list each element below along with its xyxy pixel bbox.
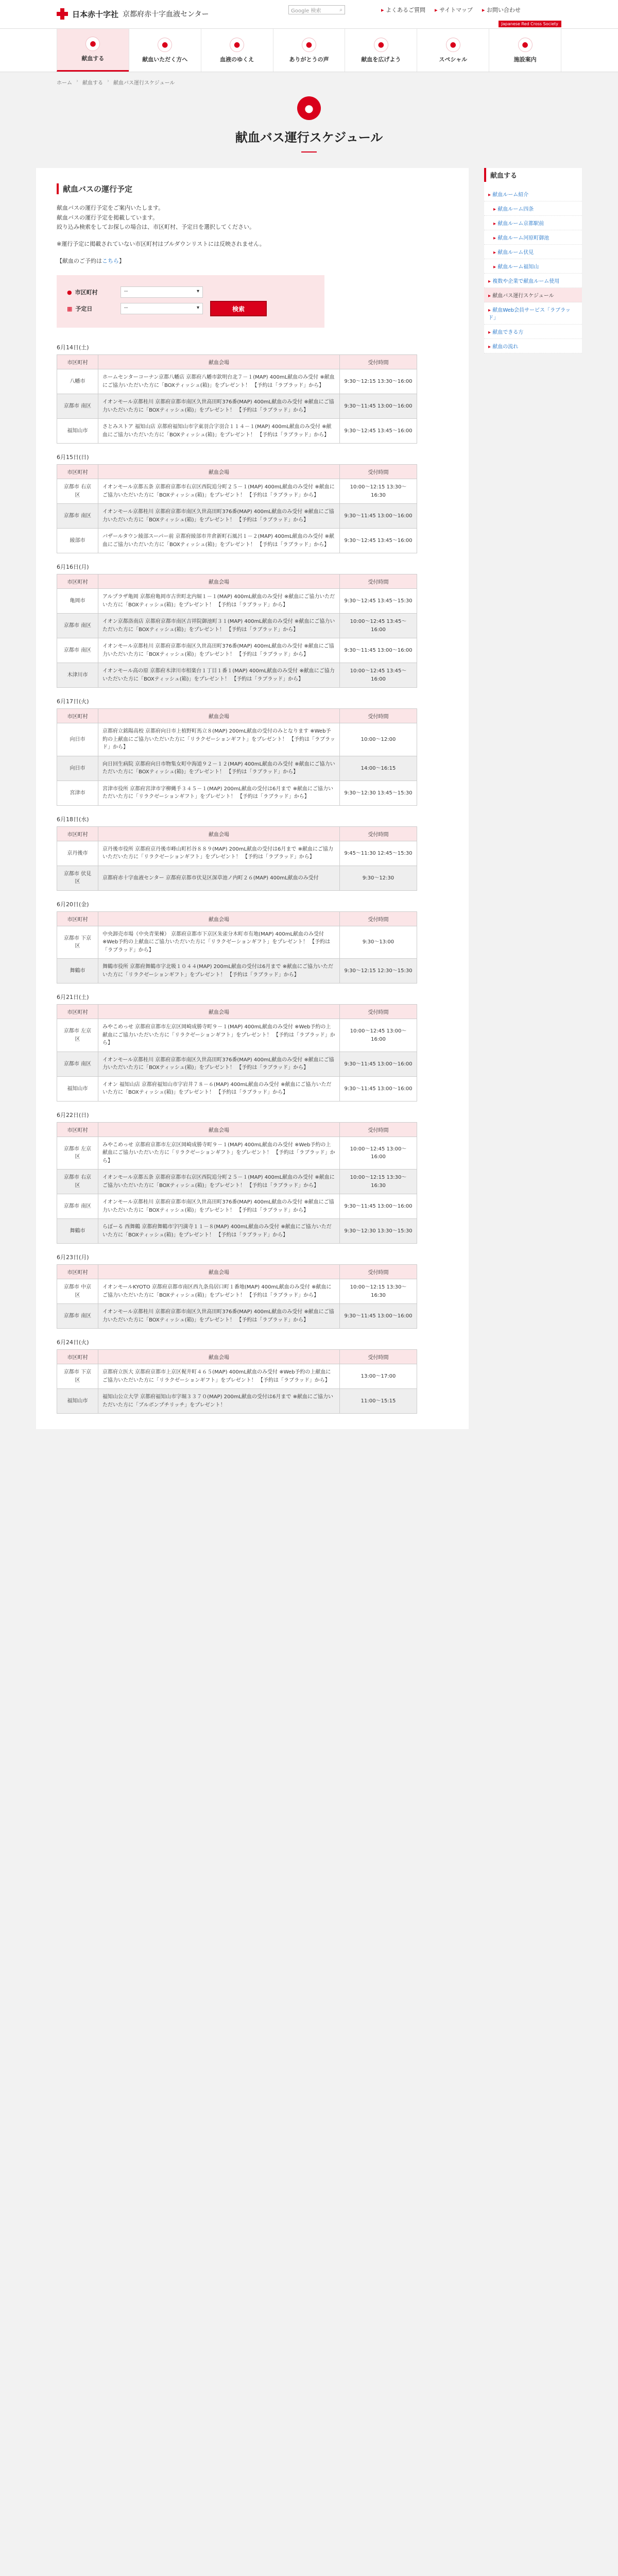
city-cell: 舞鶴市: [57, 959, 98, 984]
schedule-date: 6月15日(日): [57, 454, 89, 461]
time-cell: 9:30〜12:30 13:45〜15:30: [340, 781, 417, 805]
venue-cell[interactable]: イオンモール京都桂川 京都府京都市南区久世高田町376番(MAP) 400mL献血のみ受付 ※献血にご協力いただいた方に「BOXティッシュ(箱)」をプレゼント！ 【予約は「ラブラッド」から】: [98, 1194, 340, 1219]
site-header: [0, 0, 618, 29]
nav-item-label: 施設案内: [513, 56, 537, 63]
venue-cell[interactable]: 中央卸売市場（中央青果棟） 京都府京都市下京区朱雀分木町市有地(MAP) 400mL献血のみ受付 ※Web予約の上献血にご協力いただいた方に「リラクゼーションギフト」をプレゼント！ 【予約は「ラブラッド」から】: [98, 926, 340, 959]
time-cell: 9:30〜12:15 13:30〜16:00: [340, 369, 417, 394]
header-utilities: [288, 5, 521, 14]
schedule-table: [57, 464, 417, 553]
table-row: [57, 781, 417, 805]
venue-cell[interactable]: バザールタウン綾部スーパー前 京都府綾部市井倉新町石風呂１－２(MAP) 400mL献血のみ受付 ※献血にご協力いただいた方に「BOXティッシュ(箱)」をプレゼント！ 【予約は「ラブラッド」から】: [98, 529, 340, 553]
time-cell: 9:45〜11:30 12:45〜15:30: [340, 841, 417, 866]
column-header: 受付時間: [340, 574, 417, 589]
venue-cell[interactable]: イオン京都洛南店 京都府京都市南区吉祥院御池町３１(MAP) 400mL献血のみ受付 ※献血にご協力いただいた方に「BOXティッシュ(箱)」をプレゼント！ 【予約は「ラブラッド」から】: [98, 614, 340, 638]
breadcrumb-donate[interactable]: 献血する: [82, 80, 103, 86]
time-cell: 9:30〜11:45 13:00〜16:00: [340, 1052, 417, 1076]
time-cell: 13:00〜17:00: [340, 1364, 417, 1389]
sidebar-box: [484, 168, 582, 353]
venue-cell[interactable]: 京丹後市役所 京都府京丹後市峰山町杉谷８８９(MAP) 200mL献血の受付は6月まで ※献血にご協力いただいた方に「リラクゼーションギフト」をプレゼント！ 【予約は「ラブラッド」から】: [98, 841, 340, 866]
time-cell: 9:30〜13:00: [340, 926, 417, 959]
nav-item-label: 献血いただく方へ: [142, 56, 188, 63]
venue-cell[interactable]: イオンモール高の原 京都府木津川市相楽台１丁目１番１(MAP) 400mL献血のみ受付 ※献血にご協力いただいた方に「BOXティッシュ(箱)」をプレゼント！ 【予約は「ラブラッド」から】: [98, 663, 340, 688]
schedule-date: 6月24日(火): [57, 1339, 89, 1346]
table-row: [57, 614, 417, 638]
city-cell: 舞鶴市: [57, 1219, 98, 1244]
sidebar-item[interactable]: ▸ 献血Web会員サービス「ラブラッド」: [484, 302, 582, 325]
date-select-value: --: [124, 305, 128, 311]
column-header: 献血会場: [98, 1122, 340, 1137]
column-header: 市区町村: [57, 574, 98, 589]
column-header: 献血会場: [98, 465, 340, 479]
column-header: 市区町村: [57, 1122, 98, 1137]
nav-item[interactable]: [57, 29, 129, 72]
venue-cell[interactable]: アルプラザ亀岡 京都府亀岡市古世町北内堀１－１(MAP) 400mL献血のみ受付 ※献血にご協力いただいた方に「BOXティッシュ(箱)」をプレゼント！ 【予約は「ラブラッド」から】: [98, 589, 340, 614]
time-cell: 9:30〜11:45 13:00〜16:00: [340, 504, 417, 529]
city-cell: 京都市 下京区: [57, 1364, 98, 1389]
time-cell: 9:30〜12:30: [340, 866, 417, 890]
nav-item[interactable]: [417, 29, 489, 72]
breadcrumb-home[interactable]: ホーム: [57, 80, 72, 86]
city-cell: 京都市 右京区: [57, 1170, 98, 1194]
sidebar-item[interactable]: ▸ 献血ルーム四条: [484, 201, 582, 216]
venue-cell[interactable]: イオンモール京都桂川 京都府京都市南区久世高田町376番(MAP) 400mL献血のみ受付 ※献血にご協力いただいた方に「BOXティッシュ(箱)」をプレゼント！ 【予約は「ラブラッド」から】: [98, 394, 340, 419]
schedule-search-panel: [57, 275, 324, 328]
schedule-date: 6月22日(日): [57, 1111, 89, 1118]
sidebar-item[interactable]: ▸ 献血バス運行スケジュール: [484, 288, 582, 302]
section-title: [57, 183, 448, 194]
column-header: 受付時間: [340, 826, 417, 841]
city-label: [67, 288, 113, 296]
sidebar-item[interactable]: ▸ 献血できる方: [484, 325, 582, 339]
column-header: 市区町村: [57, 355, 98, 369]
nav-item-label: スペシャル: [439, 56, 468, 63]
calendar-icon: ▦: [67, 305, 73, 312]
venue-cell[interactable]: 京都府立銘陽高校 京都府向日市上植野町馬立８(MAP) 200mL献血の受付のみとなります ※Web予約の上献血にご協力いただいた方に「リラクゼーションギフト」をプレゼント！ 【予約は「ラブラッド」から】: [98, 723, 340, 756]
breadcrumb-current: 献血バス運行スケジュール: [113, 80, 175, 86]
sidebar: [484, 168, 582, 1429]
column-header: 受付時間: [340, 465, 417, 479]
breadcrumb: [57, 78, 561, 86]
table-header-row: [57, 1005, 417, 1019]
time-cell: 9:30〜11:45 13:00〜16:00: [340, 1194, 417, 1219]
schedule-date: 6月14日(土): [57, 344, 89, 351]
column-header: 献血会場: [98, 355, 340, 369]
sidebar-item[interactable]: ▸ 献血ルーム伏見: [484, 245, 582, 259]
megaphone-icon: ●: [374, 38, 388, 52]
venue-cell[interactable]: みやこめっせ 京都府京都市左京区岡崎成勝寺町９－１(MAP) 400mL献血のみ受付 ※Web予約の上献血にご協力いただいた方に「リラクゼーションギフト」をプレゼント！ 【予約は「ラブラッド」から】: [98, 1019, 340, 1052]
date-row: [67, 301, 314, 316]
column-header: 受付時間: [340, 1005, 417, 1019]
column-header: 市区町村: [57, 465, 98, 479]
column-header: 市区町村: [57, 1265, 98, 1279]
date-label: [67, 304, 113, 313]
table-row: [57, 1304, 417, 1329]
vial-icon: ●: [230, 38, 244, 52]
time-cell: 10:00〜12:15 13:30〜16:30: [340, 479, 417, 504]
city-cell: 京都市 南区: [57, 614, 98, 638]
sidebar-item[interactable]: ▸ 献血ルーム福知山: [484, 259, 582, 274]
city-cell: 亀岡市: [57, 589, 98, 614]
content-layout: [36, 168, 582, 1429]
column-header: 受付時間: [340, 709, 417, 723]
table-header-row: [57, 1265, 417, 1279]
table-row: [57, 723, 417, 756]
time-cell: 11:00〜15:15: [340, 1389, 417, 1414]
column-header: 市区町村: [57, 1350, 98, 1364]
nav-item-label: 献血する: [81, 55, 105, 62]
time-cell: 9:30〜11:45 13:00〜16:00: [340, 638, 417, 663]
table-header-row: [57, 465, 417, 479]
center-name: 京都府赤十字血液センター: [123, 10, 209, 19]
sidebar-list: [484, 187, 582, 353]
city-cell: 綾部市: [57, 529, 98, 553]
city-cell: 京都市 南区: [57, 1304, 98, 1329]
city-label-text: 市区町村: [75, 289, 98, 296]
column-header: 市区町村: [57, 1005, 98, 1019]
red-cross-icon: [57, 8, 68, 20]
city-cell: 京都市 右京区: [57, 479, 98, 504]
table-row: [57, 479, 417, 504]
time-cell: 10:00〜12:15 13:30〜16:30: [340, 1279, 417, 1304]
table-row: [57, 638, 417, 663]
schedule-table: [57, 1122, 417, 1244]
droplet-icon: ●: [297, 96, 321, 120]
schedule-date: 6月18日(水): [57, 816, 89, 823]
table-row: [57, 1194, 417, 1219]
search-button[interactable]: 検索: [210, 301, 267, 316]
nav-item-label: 献血を広げよう: [361, 56, 401, 63]
table-header-row: [57, 1350, 417, 1364]
contact-link[interactable]: ▸ お問い合わせ: [482, 6, 521, 14]
time-cell: 9:30〜12:45 13:45〜16:00: [340, 529, 417, 553]
section-title-text: 献血バスの運行予定: [63, 184, 133, 194]
nav-item[interactable]: [489, 29, 561, 72]
site-logo[interactable]: [57, 8, 209, 20]
table-header-row: [57, 709, 417, 723]
venue-cell[interactable]: イオンモール京都五条 京都府京都市右京区西院追分町２５－１(MAP) 400mL献血のみ受付 ※献血にご協力いただいた方に「BOXティッシュ(箱)」をプレゼント！ 【予約は「ラブラッド」から】: [98, 1170, 340, 1194]
venue-cell[interactable]: 向日回生病院 京都府向日市物集女町中海道９２－１２(MAP) 400mL献血のみ受付 ※献血にご協力いただいた方に「BOXティッシュ(箱)」をプレゼント！ 【予約は「ラブラッド」から】: [98, 756, 340, 781]
search-input[interactable]: [288, 5, 345, 14]
droplet-icon: ●: [67, 289, 72, 296]
heart-icon: ●: [158, 38, 172, 52]
venue-cell[interactable]: らぽーる 西舞鶴 京都府舞鶴市字円満寺１１－８(MAP) 400mL献血のみ受付 ※献血にご協力いただいた方に「BOXティッシュ(箱)」をプレゼント！ 【予約は「ラブラッド」から】: [98, 1219, 340, 1244]
city-cell: 向日市: [57, 756, 98, 781]
table-row: [57, 1219, 417, 1244]
schedule-table: [57, 574, 417, 688]
header-links: [381, 6, 521, 14]
table-row: [57, 369, 417, 394]
table-row: [57, 1279, 417, 1304]
page-title: 献血バス運行スケジュール: [235, 130, 383, 145]
table-header-row: [57, 1122, 417, 1137]
sidebar-title: 献血する: [484, 168, 582, 182]
city-select[interactable]: [121, 286, 203, 298]
column-header: 市区町村: [57, 709, 98, 723]
reservation-prefix: 【献血のご予約は: [57, 257, 102, 264]
column-header: 受付時間: [340, 355, 417, 369]
city-select-value: --: [124, 289, 128, 295]
schedule-table: [57, 354, 417, 444]
droplet-icon: ●: [85, 37, 100, 51]
sidebar-item[interactable]: ▸ 献血ルーム紹介: [484, 187, 582, 201]
table-row: [57, 1052, 417, 1076]
breadcrumb-separator: ›: [107, 78, 109, 84]
column-header: 献血会場: [98, 826, 340, 841]
city-cell: 木津川市: [57, 663, 98, 688]
intro-line: 献血バスの運行予定を掲載しています。: [57, 214, 159, 221]
table-header-row: [57, 574, 417, 589]
city-cell: 京都市 中京区: [57, 1279, 98, 1304]
venue-cell[interactable]: 京都府立医大 京都府京都市上京区梶井町４６５(MAP) 400mL献血のみ受付 ※Web予約の上献血にご協力いただいた方に「リラクゼーションギフト」をプレゼント！ 【予約は「ラブラッド」から】: [98, 1364, 340, 1389]
table-row: [57, 419, 417, 444]
time-cell: 10:00〜12:00: [340, 723, 417, 756]
venue-cell[interactable]: イオンモールKYOTO 京都府京都市南区西九条鳥居口町１番地(MAP) 400mL献血のみ受付 ※献血にご協力いただいた方に「BOXティッシュ(箱)」をプレゼント！ 【予約は「ラブラッド」から】: [98, 1279, 340, 1304]
sitemap-link[interactable]: ▸ サイトマップ: [435, 6, 473, 14]
time-cell: 14:00〜16:15: [340, 756, 417, 781]
chevron-down-icon: ▾: [196, 289, 199, 295]
city-cell: 京都市 南区: [57, 1052, 98, 1076]
table-row: [57, 1076, 417, 1101]
letter-icon: ●: [302, 38, 316, 52]
global-nav-items: [57, 29, 561, 72]
nav-item[interactable]: [273, 29, 345, 72]
chevron-down-icon: ▾: [196, 305, 199, 311]
schedule-date: 6月20日(金): [57, 901, 89, 908]
time-cell: 9:30〜12:30 13:30〜15:30: [340, 1219, 417, 1244]
city-cell: 福知山市: [57, 1389, 98, 1414]
city-cell: 京都市 左京区: [57, 1019, 98, 1052]
table-row: [57, 1364, 417, 1389]
table-row: [57, 841, 417, 866]
schedule-table: [57, 826, 417, 891]
city-cell: 宮津市: [57, 781, 98, 805]
city-cell: 京都市 南区: [57, 1194, 98, 1219]
column-header: 献血会場: [98, 911, 340, 926]
date-select[interactable]: [121, 303, 203, 314]
time-cell: 9:30〜11:45 13:00〜16:00: [340, 1304, 417, 1329]
city-row: [67, 286, 314, 298]
page-hero: [52, 96, 566, 152]
intro-line: 献血バスの運行予定をご案内いたします。: [57, 205, 164, 211]
reservation-link[interactable]: こちら: [102, 257, 119, 264]
schedule-date: 6月17日(火): [57, 698, 89, 705]
venue-cell[interactable]: さとみストア 福知山店 京都府福知山市字東羽合字羽合１１４－１(MAP) 400mL献血のみ受付 ※献血にご協力いただいた方に「BOXティッシュ(箱)」をプレゼント！ 【予約は「ラブラッド」から】: [98, 419, 340, 444]
city-cell: 福知山市: [57, 1076, 98, 1101]
venue-cell[interactable]: みやこめっせ 京都府京都市左京区岡崎成勝寺町９－１(MAP) 400mL献血のみ受付 ※Web予約の上献血にご協力いただいた方に「リラクゼーションギフト」をプレゼント！ 【予約は「ラブラッド」から】: [98, 1137, 340, 1170]
column-header: 受付時間: [340, 1122, 417, 1137]
date-label-text: 予定日: [75, 306, 93, 313]
search-icon[interactable]: ⌕: [339, 7, 342, 13]
global-nav: [0, 29, 618, 72]
venue-cell[interactable]: イオンモール京都桂川 京都府京都市南区久世高田町376番(MAP) 400mL献血のみ受付 ※献血にご協力いただいた方に「BOXティッシュ(箱)」をプレゼント！ 【予約は「ラブラッド」から】: [98, 1052, 340, 1076]
schedule-table: [57, 911, 417, 984]
venue-cell[interactable]: イオンモール京都桂川 京都府京都市南区久世高田町376番(MAP) 400mL献血のみ受付 ※献血にご協力いただいた方に「BOXティッシュ(箱)」をプレゼント！ 【予約は「ラブラッド」から】: [98, 638, 340, 663]
sidebar-item[interactable]: ▸ 複数や企業で献血ルーム使用: [484, 274, 582, 288]
schedule-table: [57, 1349, 417, 1414]
schedule-table: [57, 1264, 417, 1329]
time-cell: 10:00〜12:45 13:45〜16:00: [340, 663, 417, 688]
time-cell: 9:30〜11:45 13:00〜16:00: [340, 394, 417, 419]
column-header: 献血会場: [98, 574, 340, 589]
time-cell: 9:30〜12:45 13:45〜16:00: [340, 419, 417, 444]
nav-item-label: 血液のゆくえ: [220, 56, 254, 63]
search-placeholder: Google 検索: [291, 8, 321, 14]
city-cell: 京都市 左京区: [57, 1137, 98, 1170]
column-header: 受付時間: [340, 1265, 417, 1279]
time-cell: 9:30〜12:45 13:45〜15:30: [340, 589, 417, 614]
schedule-table: [57, 708, 417, 806]
column-header: 献血会場: [98, 1350, 340, 1364]
time-cell: 9:30〜11:45 13:00〜16:00: [340, 1076, 417, 1101]
brand-bar: Japanese Red Cross Society: [499, 21, 561, 27]
city-cell: 京都市 伏見区: [57, 866, 98, 890]
column-header: 献血会場: [98, 1265, 340, 1279]
schedule-date: 6月23日(月): [57, 1254, 89, 1261]
city-cell: 京丹後市: [57, 841, 98, 866]
column-header: 市区町村: [57, 911, 98, 926]
table-row: [57, 663, 417, 688]
column-header: 献血会場: [98, 1005, 340, 1019]
table-row: [57, 394, 417, 419]
venue-cell[interactable]: 舞鶴市役所 京都府舞鶴市字北吸１０４４(MAP) 200mL献血の受付は6月まで ※献血にご協力いただいた方に「リラクゼーションギフト」をプレゼント！ 【予約は「ラブラッド」から】: [98, 959, 340, 984]
table-header-row: [57, 355, 417, 369]
venue-cell[interactable]: 京都府赤十字血液センター 京都府京都市伏見区深草池ノ内町２６(MAP) 400mL献血のみ受付: [98, 866, 340, 890]
sidebar-item[interactable]: ▸ 献血ルーム河原町御池: [484, 230, 582, 245]
table-row: [57, 866, 417, 890]
intro-line: 絞り込み検索をしてお探しの場合は、市区町村、予定日を選択してください。: [57, 224, 255, 231]
city-cell: 京都市 南区: [57, 504, 98, 529]
city-cell: 京都市 南区: [57, 638, 98, 663]
venue-cell[interactable]: イオン 福知山店 京都府福知山市字岩井７８－６(MAP) 400mL献血のみ受付 ※献血にご協力いただいた方に「BOXティッシュ(箱)」をプレゼント！ 【予約は「ラブラッド」から】: [98, 1076, 340, 1101]
schedule-table: [57, 1004, 417, 1101]
table-header-row: [57, 911, 417, 926]
venue-cell[interactable]: ホームセンターコーナン京都八幡店 京都府八幡市欽明台北７－１(MAP) 400mL献血のみ受付 ※献血にご協力いただいた方に「BOXティッシュ(箱)」をプレゼント！ 【予約は「ラブラッド」から】: [98, 369, 340, 394]
venue-cell[interactable]: イオンモール京都桂川 京都府京都市南区久世高田町376番(MAP) 400mL献血のみ受付 ※献血にご協力いただいた方に「BOXティッシュ(箱)」をプレゼント！ 【予約は「ラブラッド」から】: [98, 1304, 340, 1329]
table-row: [57, 589, 417, 614]
time-cell: 10:00〜12:15 13:30〜16:30: [340, 1170, 417, 1194]
faq-link[interactable]: ▸ よくあるご質問: [381, 6, 425, 14]
table-row: [57, 756, 417, 781]
table-header-row: [57, 826, 417, 841]
column-header: 受付時間: [340, 911, 417, 926]
breadcrumb-separator: ›: [76, 78, 78, 84]
time-cell: 10:00〜12:45 13:00〜16:00: [340, 1019, 417, 1052]
reservation-line: [57, 257, 448, 266]
time-cell: 9:30〜12:15 12:30〜15:30: [340, 959, 417, 984]
column-header: 受付時間: [340, 1350, 417, 1364]
schedule-date: 6月21日(土): [57, 994, 89, 1001]
city-cell: 八幡市: [57, 369, 98, 394]
column-header: 市区町村: [57, 826, 98, 841]
star-icon: ●: [446, 38, 460, 52]
city-cell: 向日市: [57, 723, 98, 756]
main-content: [36, 168, 469, 1429]
table-row: [57, 1389, 417, 1414]
table-row: [57, 504, 417, 529]
city-cell: 京都市 南区: [57, 394, 98, 419]
schedule-date: 6月16日(月): [57, 564, 89, 571]
city-cell: 福知山市: [57, 419, 98, 444]
table-row: [57, 529, 417, 553]
nav-item[interactable]: [129, 29, 201, 72]
title-underline: [301, 151, 317, 152]
venue-cell[interactable]: 福知山公立大学 京都府福知山市字堀３３７０(MAP) 200mL献血の受付は6月まで ※献血にご協力いただいた方に「ブルボンプチリッチ」をプレゼント！: [98, 1389, 340, 1414]
table-row: [57, 959, 417, 984]
reservation-suffix: 】: [119, 257, 125, 264]
venue-cell[interactable]: イオンモール京都五条 京都府京都市右京区西院追分町２５－１(MAP) 400mL献血のみ受付 ※献血にご協力いただいた方に「BOXティッシュ(箱)」をプレゼント！ 【予約は「ラブラッド」から】: [98, 479, 340, 504]
venue-cell[interactable]: イオンモール京都桂川 京都府京都市南区久世高田町376番(MAP) 400mL献血のみ受付 ※献血にご協力いただいた方に「BOXティッシュ(箱)」をプレゼント！ 【予約は「ラブラッド」から】: [98, 504, 340, 529]
nav-item[interactable]: [345, 29, 417, 72]
schedule-list: [57, 343, 448, 1414]
city-cell: 京都市 下京区: [57, 926, 98, 959]
table-row: [57, 1170, 417, 1194]
time-cell: 10:00〜12:45 13:45〜16:00: [340, 614, 417, 638]
intro-note: ※運行予定に掲載されていない市区町村はプルダウンリストには反映されません。: [57, 241, 265, 248]
table-row: [57, 1019, 417, 1052]
sidebar-item[interactable]: ▸ 献血ルーム京都駅前: [484, 216, 582, 230]
sidebar-item[interactable]: ▸ 献血の流れ: [484, 339, 582, 353]
table-row: [57, 926, 417, 959]
column-header: 献血会場: [98, 709, 340, 723]
intro: [57, 204, 448, 266]
venue-cell[interactable]: 宮津市役所 京都府宮津市字柳縄手３４５－１(MAP) 200mL献血の受付は6月まで ※献血にご協力いただいた方に「リラクゼーションギフト」をプレゼント！ 【予約は「ラブラッド」から】: [98, 781, 340, 805]
org-name: 日本赤十字社: [72, 9, 119, 19]
nav-item-label: ありがとうの声: [289, 56, 329, 63]
time-cell: 10:00〜12:45 13:00〜16:00: [340, 1137, 417, 1170]
building-icon: ●: [518, 38, 533, 52]
table-row: [57, 1137, 417, 1170]
nav-item[interactable]: [201, 29, 273, 72]
